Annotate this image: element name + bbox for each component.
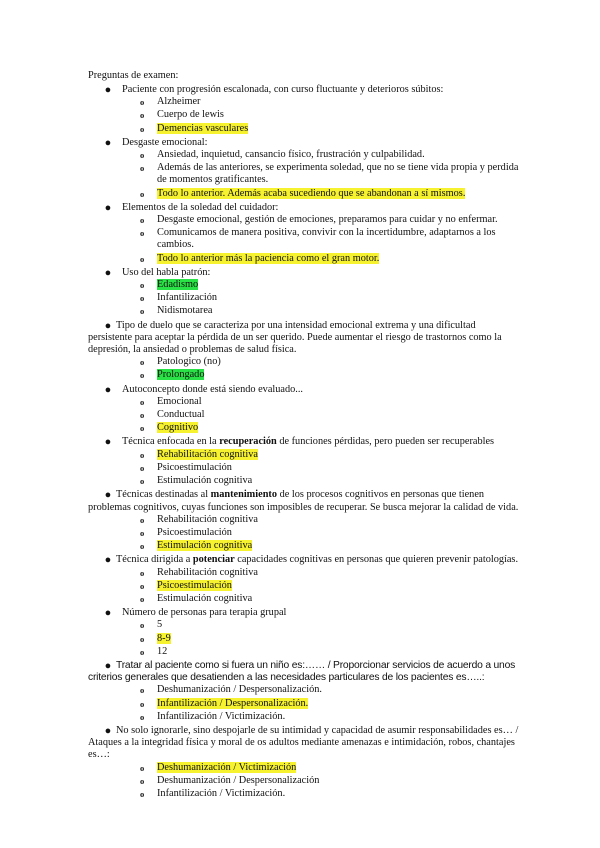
highlighted-answer: Estimulación cognitiva: [157, 540, 253, 552]
circle-bullet-icon: o: [140, 449, 145, 460]
option-list: [88, 514, 520, 553]
highlighted-answer: 8-9: [157, 632, 171, 644]
bullet-icon: ●: [104, 136, 112, 149]
circle-bullet-icon: o: [140, 514, 145, 525]
question-item: [88, 660, 520, 723]
option-list: [88, 449, 520, 488]
option-list: [88, 684, 520, 723]
option-item: [140, 762, 520, 774]
highlighted-answer: Psicoestimulación: [157, 579, 232, 591]
option-text: Estimulación cognitiva: [157, 592, 253, 604]
circle-bullet-icon: o: [140, 163, 145, 174]
question-item: [88, 384, 520, 435]
option-item: [140, 292, 520, 304]
option-item: [140, 162, 520, 186]
question-text: Uso del habla patrón:: [122, 266, 211, 278]
option-item: [140, 96, 520, 108]
circle-bullet-icon: o: [140, 476, 145, 487]
option-text: Psicoestimulación: [157, 526, 232, 538]
option-item: [140, 684, 520, 696]
circle-bullet-icon: o: [140, 293, 145, 304]
option-text: 5: [157, 619, 163, 631]
option-item: [140, 711, 520, 723]
option-item: [140, 775, 520, 787]
option-item: [140, 109, 520, 121]
circle-bullet-icon: o: [140, 97, 145, 108]
circle-bullet-icon: o: [140, 788, 145, 799]
option-text: Rehabilitación cognitiva: [157, 566, 258, 578]
option-text: Infantilización / Victimización.: [157, 787, 286, 799]
option-item: [140, 567, 520, 579]
option-item: [140, 514, 520, 526]
circle-bullet-icon: o: [140, 762, 145, 773]
option-item: [140, 593, 520, 605]
option-item: [140, 305, 520, 317]
bullet-icon: ●: [104, 201, 112, 214]
option-list: [88, 762, 520, 801]
circle-bullet-icon: o: [140, 698, 145, 709]
option-item: [140, 475, 520, 487]
circle-bullet-icon: o: [140, 423, 145, 434]
circle-bullet-icon: o: [140, 396, 145, 407]
highlighted-answer: Cognitivo: [157, 422, 199, 434]
bullet-icon: ●: [104, 383, 112, 396]
option-text: Infantilización: [157, 292, 218, 304]
option-item: [140, 462, 520, 474]
option-list: [88, 214, 520, 265]
question-text-part: Técnica enfocada en la: [122, 436, 220, 448]
circle-bullet-icon: o: [140, 633, 145, 644]
highlighted-answer: Deshumanización / Victimización: [157, 761, 297, 773]
circle-bullet-icon: o: [140, 410, 145, 421]
circle-bullet-icon: o: [140, 215, 145, 226]
bullet-icon: ●: [104, 607, 112, 620]
option-item: [140, 422, 520, 434]
highlighted-answer: Todo lo anterior. Además acaba sucediendo que se abandonan a sí mismos.: [157, 187, 466, 199]
question-text-part: Ataques a la integridad física y moral de os adultos mediante amenazas e intimidación, robos, chantajes es…:: [88, 737, 515, 761]
question-text-part: de los procesos cognitivos en personas que tienen problemas cognitivos, cuyas funciones son imposibles de recuperar. Se busca mejorar la calidad de vida.: [88, 489, 519, 513]
circle-bullet-icon: o: [140, 580, 145, 591]
option-item: [140, 188, 520, 200]
circle-bullet-icon: o: [140, 567, 145, 578]
question-text: Elementos de la soledad del cuidador:: [122, 201, 279, 213]
option-item: [140, 253, 520, 265]
option-text: Estimulación cognitiva: [157, 475, 253, 487]
option-item: [140, 279, 520, 291]
option-text: Psicoestimulación: [157, 461, 232, 473]
option-text: Patologico (no): [157, 356, 221, 368]
question-item: [88, 554, 520, 605]
question-text-part: de funciones pérdidas, pero pueden ser recuperables: [276, 436, 495, 448]
option-text: Infantilización / Victimización.: [157, 710, 286, 722]
bullet-icon: ●: [104, 489, 112, 502]
question-text-part: Técnica dirigida a: [116, 554, 193, 566]
option-item: [140, 369, 520, 381]
page-title: Preguntas de examen:: [88, 70, 179, 81]
option-text: Comunicamos de manera positiva, convivir con la incertidumbre, adaptarnos a los cambios.: [157, 227, 496, 251]
question-item: [88, 725, 520, 800]
bullet-icon: ●: [104, 436, 112, 449]
option-item: [140, 788, 520, 800]
circle-bullet-icon: o: [140, 228, 145, 239]
circle-bullet-icon: o: [140, 527, 145, 538]
option-item: [140, 227, 520, 251]
bullet-icon: ●: [104, 554, 112, 567]
question-item: [88, 489, 520, 552]
question-item: [88, 607, 520, 658]
option-text: Deshumanización / Despersonalización.: [157, 684, 322, 696]
circle-bullet-icon: o: [140, 646, 145, 657]
bullet-icon: ●: [104, 724, 112, 737]
highlighted-answer: Rehabilitación cognitiva: [157, 448, 258, 460]
option-item: [140, 396, 520, 408]
circle-bullet-icon: o: [140, 253, 145, 264]
option-text: Rehabilitación cognitiva: [157, 513, 258, 525]
question-text: [88, 436, 520, 448]
option-list: [88, 279, 520, 318]
circle-bullet-icon: o: [140, 306, 145, 317]
option-list: [88, 567, 520, 606]
option-item: [140, 619, 520, 631]
option-item: [140, 449, 520, 461]
option-text: Desgaste emocional, gestión de emociones, preparamos para cuidar y no enfermar.: [157, 214, 498, 226]
circle-bullet-icon: o: [140, 711, 145, 722]
option-item: [140, 633, 520, 645]
option-text: Alzheimer: [157, 96, 201, 108]
option-text: Conductual: [157, 409, 205, 421]
circle-bullet-icon: o: [140, 280, 145, 291]
option-list: [88, 396, 520, 435]
option-list: [88, 619, 520, 658]
bullet-icon: ●: [104, 266, 112, 279]
option-item: [140, 540, 520, 552]
question-text-part: No solo ignorarle, sino despojarle de su intimidad y capacidad de asumir responsabilidades es… /: [116, 724, 519, 736]
option-list: [88, 96, 520, 135]
question-text: Desgaste emocional:: [122, 136, 208, 148]
option-item: [140, 214, 520, 226]
question-text: Número de personas para terapia grupal: [122, 607, 287, 619]
option-item: [140, 356, 520, 368]
question-text: Tratar al paciente como si fuera un niño es:…… / Proporcionar servicios de acuerdo a unos criterios generales que desatienden a las necesidades particulares de los pacientes es…..:: [88, 659, 516, 684]
highlighted-answer: Todo lo anterior más la paciencia como el gran motor.: [157, 252, 380, 264]
circle-bullet-icon: o: [140, 123, 145, 134]
highlighted-answer: Demencias vasculares: [157, 122, 249, 134]
circle-bullet-icon: o: [140, 357, 145, 368]
circle-bullet-icon: o: [140, 188, 145, 199]
question-item: [88, 320, 520, 382]
question-keyword: potenciar: [192, 554, 235, 566]
question-keyword: recuperación: [219, 436, 277, 448]
circle-bullet-icon: o: [140, 370, 145, 381]
option-item: [140, 149, 520, 161]
circle-bullet-icon: o: [140, 110, 145, 121]
bullet-icon: ●: [104, 84, 112, 96]
question-text: [88, 489, 520, 513]
question-text-part: Técnicas destinadas al: [116, 489, 211, 501]
option-text: Ansiedad, inquietud, cansancio físico, frustración y culpabilidad.: [157, 149, 425, 161]
question-text: [88, 554, 520, 566]
option-item: [140, 527, 520, 539]
option-text: 12: [157, 645, 168, 657]
question-text: [88, 725, 520, 762]
circle-bullet-icon: o: [140, 775, 145, 786]
circle-bullet-icon: o: [140, 593, 145, 604]
circle-bullet-icon: o: [140, 620, 145, 631]
question-item: [88, 436, 520, 487]
circle-bullet-icon: o: [140, 685, 145, 696]
question-text: Paciente con progresión escalonada, con curso fluctuante y deterioros súbitos:: [122, 84, 444, 95]
circle-bullet-icon: o: [140, 462, 145, 473]
question-text-part: capacidades cognitivas en personas que quieren prevenir patologías.: [234, 554, 519, 566]
question-list: [88, 84, 520, 802]
question-keyword: mantenimiento: [210, 489, 277, 501]
option-text: Deshumanización / Despersonalización: [157, 774, 320, 786]
option-item: [140, 580, 520, 592]
option-item: [140, 646, 520, 658]
question-text: Autoconcepto donde está siendo evaluado...: [122, 383, 303, 395]
option-text: Nidismotarea: [157, 305, 213, 317]
question-item: [88, 137, 520, 200]
bullet-icon: ●: [104, 319, 112, 332]
highlighted-answer: Prolongado: [157, 369, 205, 381]
question-text: Tipo de duelo que se caracteriza por una intensidad emocional extrema y una dificultad persistente para aceptar la pérdida de un ser querido. Puede aumentar el riesgo de trastornos como la depresión, la ansiedad o problemas de salud física.: [88, 319, 502, 356]
question-item: [88, 84, 520, 135]
circle-bullet-icon: o: [140, 150, 145, 161]
option-item: [140, 409, 520, 421]
option-text: Además de las anteriores, se experimenta soledad, que no se tiene vida propia y perdida de momentos gratificantes.: [157, 162, 519, 186]
question-item: [88, 202, 520, 265]
circle-bullet-icon: o: [140, 541, 145, 552]
option-text: Cuerpo de lewis: [157, 109, 224, 121]
highlighted-answer: Infantilización / Despersonalización.: [157, 697, 309, 709]
option-list: [88, 149, 520, 200]
question-item: [88, 267, 520, 318]
option-list: [88, 356, 520, 381]
option-text: Emocional: [157, 395, 202, 407]
bullet-icon: ●: [104, 659, 112, 672]
highlighted-answer: Edadismo: [157, 279, 199, 291]
option-item: [140, 698, 520, 710]
option-item: [140, 123, 520, 135]
